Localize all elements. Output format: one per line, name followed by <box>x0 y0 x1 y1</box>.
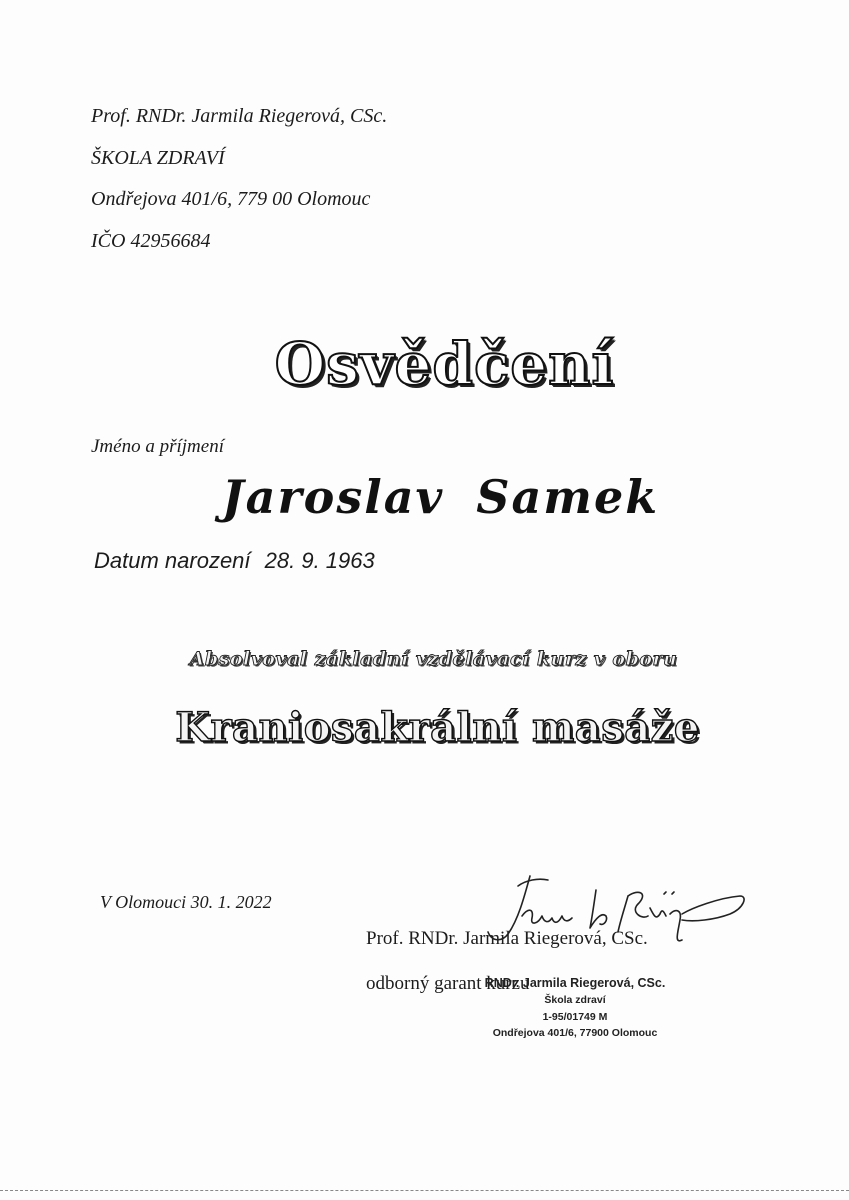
certificate-title: Osvědčení <box>274 330 615 398</box>
holder-name: Jaroslav Samek <box>221 470 660 524</box>
stamp-line-school: Škola zdraví <box>544 994 606 1006</box>
issuer-name: Prof. RNDr. Jarmila Riegerová, CSc. <box>91 105 388 127</box>
stamp-line-address: Ondřejova 401/6, 77900 Olomouc <box>492 1027 658 1039</box>
course-field: Kraniosakrální masáže <box>175 704 700 751</box>
issuer-block <box>91 96 387 262</box>
handwritten-signature <box>478 868 753 958</box>
completed-text: Absolvoval základní vzdělávací kurz v oboru <box>189 648 678 670</box>
birth-label: Datum narození <box>94 548 251 573</box>
stamp-line-name: RNDr. Jarmila Riegerová, CSc. <box>484 976 666 990</box>
signatory-name: Prof. RNDr. Jarmila Riegerová, CSc. <box>366 928 648 949</box>
place-date: V Olomouci 30. 1. 2022 <box>100 892 272 912</box>
birth-date: 28. 9. 1963 <box>264 548 375 573</box>
official-stamp <box>470 975 680 1042</box>
birth-row <box>94 548 375 574</box>
scan-edge-line <box>0 1190 849 1191</box>
issuer-ico: IČO 42956684 <box>91 229 211 252</box>
signatory-role: odborný garant kurzu <box>366 973 530 994</box>
stamp-line-reg: 1-95/01749 M <box>542 1010 608 1023</box>
issuer-address: Ondřejova 401/6, 779 00 Olomouc <box>91 188 371 210</box>
issuer-school: ŠKOLA ZDRAVÍ <box>91 146 225 169</box>
name-label: Jméno a příjmení <box>91 436 224 457</box>
